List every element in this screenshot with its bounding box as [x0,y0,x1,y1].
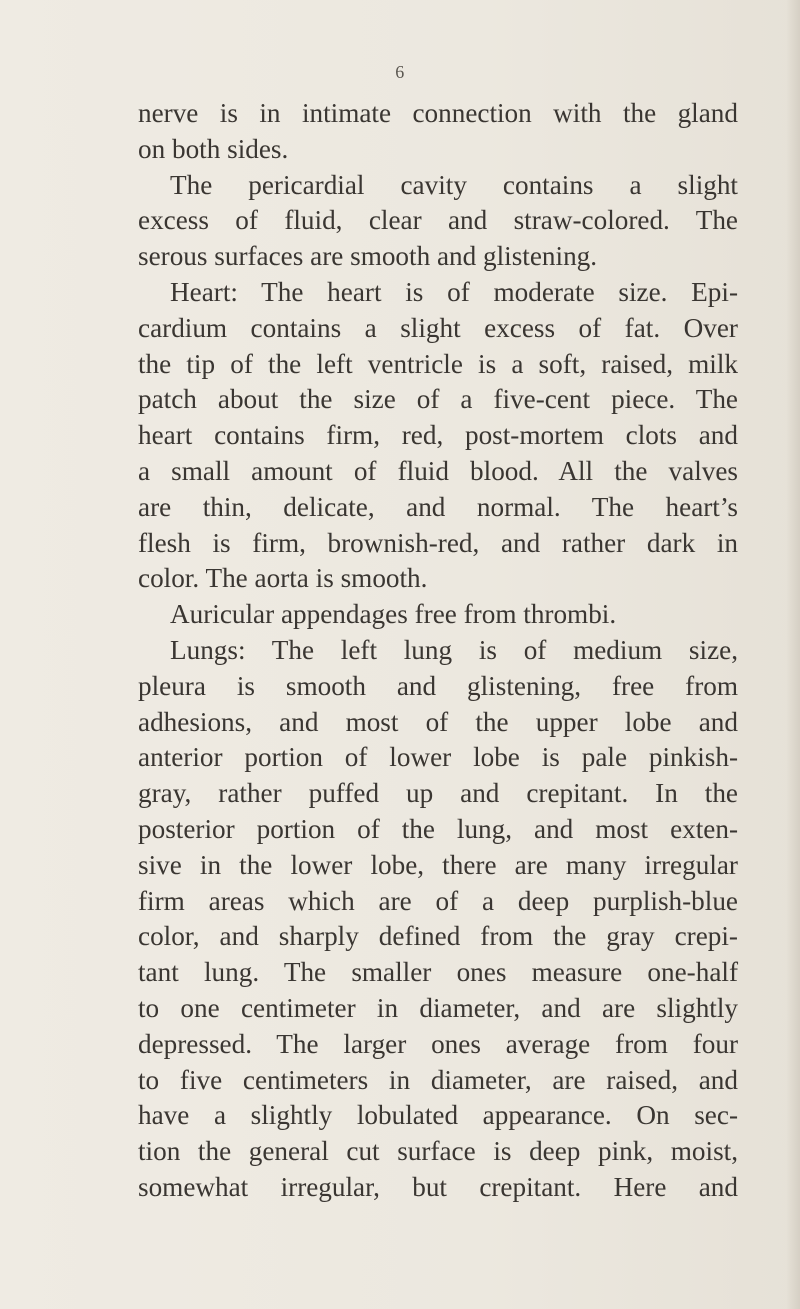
text-line: pleura is smooth and glistening, free from [138,670,738,701]
text-line: adhesions, and most of the upper lobe and [138,706,738,737]
page-number: 6 [395,62,405,82]
text-line: serous surfaces are smooth and glistening. [138,241,598,272]
text-line: tion the general cut surface is deep pink, moist, [138,1136,738,1167]
text-line: color, and sharply defined from the gray crepi- [138,921,738,952]
text-line: heart contains firm, red, post-mortem clots and [138,420,738,451]
text-line: sive in the lower lobe, there are many irregular [138,849,738,880]
text-line: nerve is in intimate connection with the gland [138,98,738,128]
text-line: Auricular appendages free from thrombi. [170,599,617,630]
text-line: patch about the size of a five-cent piece. The [138,384,738,415]
text-line: have a slightly lobulated appearance. On sec- [138,1100,738,1131]
text-line: color. The aorta is smooth. [138,563,428,594]
text-line: firm areas which are of a deep purplish-blue [138,885,738,916]
text-line: cardium contains a slight excess of fat. Over [138,312,738,343]
text-line: on both sides. [138,133,289,164]
body-text [138,96,738,1206]
text-line: somewhat irregular, but crepitant. Here and [138,1171,738,1202]
text-line: a small amount of fluid blood. All the valves [138,455,738,486]
text-line: The pericardial cavity contains a slight [170,169,738,200]
text-line: excess of fluid, clear and straw-colored. The [138,205,738,236]
text-line: to one centimeter in diameter, and are slightly [138,992,738,1023]
text-line: are thin, delicate, and normal. The heart’s [138,491,738,522]
text-line: to five centimeters in diameter, are raised, and [138,1064,738,1095]
page-edge-shadow [786,0,800,1309]
text-line: anterior portion of lower lobe is pale pinkish- [138,742,738,773]
text-line: Lungs: The left lung is of medium size, [170,634,738,665]
text-line: depressed. The larger ones average from four [138,1028,738,1059]
text-line: Heart: The heart is of moderate size. Epi- [170,276,738,307]
text-line: gray, rather puffed up and crepitant. In the [138,778,738,809]
text-line: tant lung. The smaller ones measure one-half [138,957,738,988]
text-line: posterior portion of the lung, and most exten- [138,813,738,844]
text-line: the tip of the left ventricle is a soft, raised, milk [138,348,738,379]
text-line: flesh is firm, brownish-red, and rather dark in [138,527,738,558]
